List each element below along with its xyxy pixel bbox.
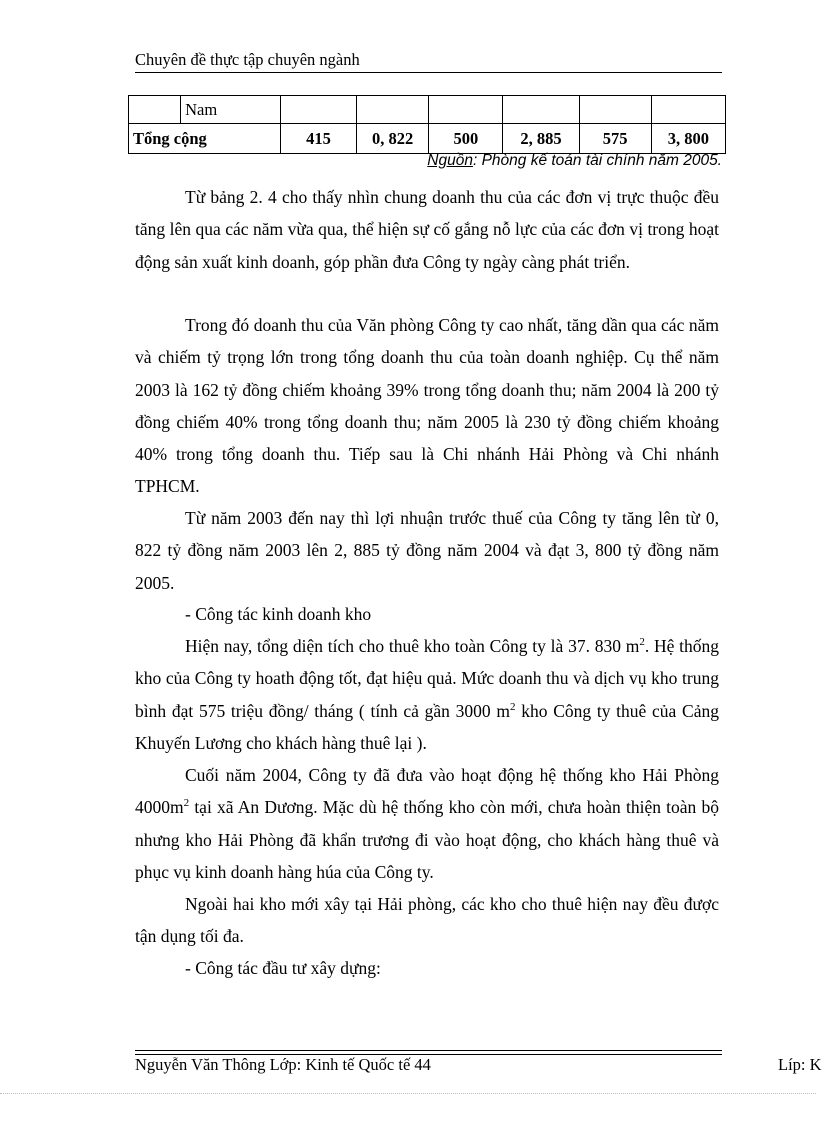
table-cell: [579, 96, 651, 124]
revenue-table: [128, 95, 726, 154]
total-value: 575: [579, 124, 651, 154]
table-cell: [280, 96, 356, 124]
table-cell: [429, 96, 503, 124]
paragraph-7: [135, 888, 719, 953]
header-title: Chuyên đề thực tập chuyên ngành: [135, 50, 360, 69]
total-value: 415: [280, 124, 356, 154]
paragraph-4: [135, 598, 719, 630]
paragraph-text: Ngoài hai kho mới xây tại Hải phòng, các kho cho thuê hiện nay đều được tận dụng tối đa.: [135, 894, 719, 947]
paragraph-1: [135, 181, 719, 278]
paragraph-5: [135, 630, 719, 759]
source-label: Nguồn: [427, 152, 473, 169]
source-text: : Phòng kế toán tài chính năm 2005.: [472, 152, 722, 169]
paragraph-3: [135, 502, 719, 599]
table-row: [129, 96, 726, 124]
paragraph-text: . Hệ thống kho của Công ty hoath động tốt, đạt hiệu quả. Mức doanh thu và dịch vụ kho trung bình đạt 575 triệu đồng/ tháng ( tính cả gần 3000 m: [135, 636, 719, 721]
table-cell: Nam: [181, 96, 281, 124]
paragraph-text: - Công tác đầu tư xây dựng:: [185, 958, 381, 978]
paragraph-text: Cuối năm 2004, Công ty đã đưa vào hoạt động hệ thống kho Hải Phòng 4000m: [135, 765, 719, 818]
paragraph-text: kho Công ty thuê của Cảng Khuyến Lương cho khách hàng thuê lại ).: [135, 700, 719, 753]
table-cell: [357, 96, 429, 124]
paragraph-6: [135, 759, 719, 888]
page-footer: Nguyễn Văn Thông Lớp: Kinh tế Quốc tế 44: [135, 1055, 431, 1074]
table-row-total: [129, 124, 726, 154]
table-cell: [503, 96, 579, 124]
paragraph-text: Từ năm 2003 đến nay thì lợi nhuận trước thuế của Công ty tăng lên từ 0, 822 tỷ đồng năm 2003 lên 2, 885 tỷ đồng năm 2004 và đạt 3, 800 tỷ đồng năm 2005.: [135, 508, 719, 593]
paragraph-text: - Công tác kinh doanh kho: [185, 604, 372, 624]
superscript: 2: [639, 636, 645, 649]
total-value: 3, 800: [651, 124, 725, 154]
total-value: 0, 822: [357, 124, 429, 154]
superscript: 2: [510, 700, 516, 713]
page-bottom-border: [0, 1093, 816, 1094]
total-label: Tổng cộng: [129, 124, 281, 154]
paragraph-2: [135, 309, 719, 503]
paragraph-text: tại xã An Dương. Mặc dù hệ thống kho còn mới, chưa hoàn thiện toàn bộ nhưng kho Hải Phòng đã khẩn trương đi vào hoạt động, cho khách hàng thuê và phục vụ kinh doanh hàng húa của Công ty.: [135, 797, 719, 882]
total-value: 2, 885: [503, 124, 579, 154]
page-header: [135, 49, 722, 73]
table-source: [427, 152, 722, 170]
table-cell: [651, 96, 725, 124]
paragraph-text: Từ bảng 2. 4 cho thấy nhìn chung doanh thu của các đơn vị trực thuộc đều tăng lên qua các năm vừa qua, thể hiện sự cố gắng nỗ lực của các đơn vị trong hoạt động sản xuất kinh doanh, góp phần đưa Công ty ngày càng phát triển.: [135, 187, 719, 272]
paragraph-8: [135, 952, 719, 984]
superscript: 2: [183, 797, 190, 810]
total-value: 500: [429, 124, 503, 154]
page-footer-right: Líp: K: [778, 1055, 822, 1074]
table-cell: [129, 96, 181, 124]
paragraph-text: Trong đó doanh thu của Văn phòng Công ty cao nhất, tăng dần qua các năm và chiếm tỷ trọng lớn trong tổng doanh thu của toàn doanh nghiệp. Cụ thể năm 2003 là 162 tỷ đồng chiếm khoảng 39% trong tổng doanh thu; năm 2004 là 200 tỷ đồng chiếm 40% trong tổng doanh thu; năm 2005 là 230 tỷ đồng chiếm khoảng 40% trong tổng doanh thu. Tiếp sau là Chi nhánh Hải Phòng và Chi nhánh TPHCM.: [135, 315, 719, 497]
paragraph-text: Hiện nay, tổng diện tích cho thuê kho toàn Công ty là 37. 830 m: [185, 636, 640, 656]
